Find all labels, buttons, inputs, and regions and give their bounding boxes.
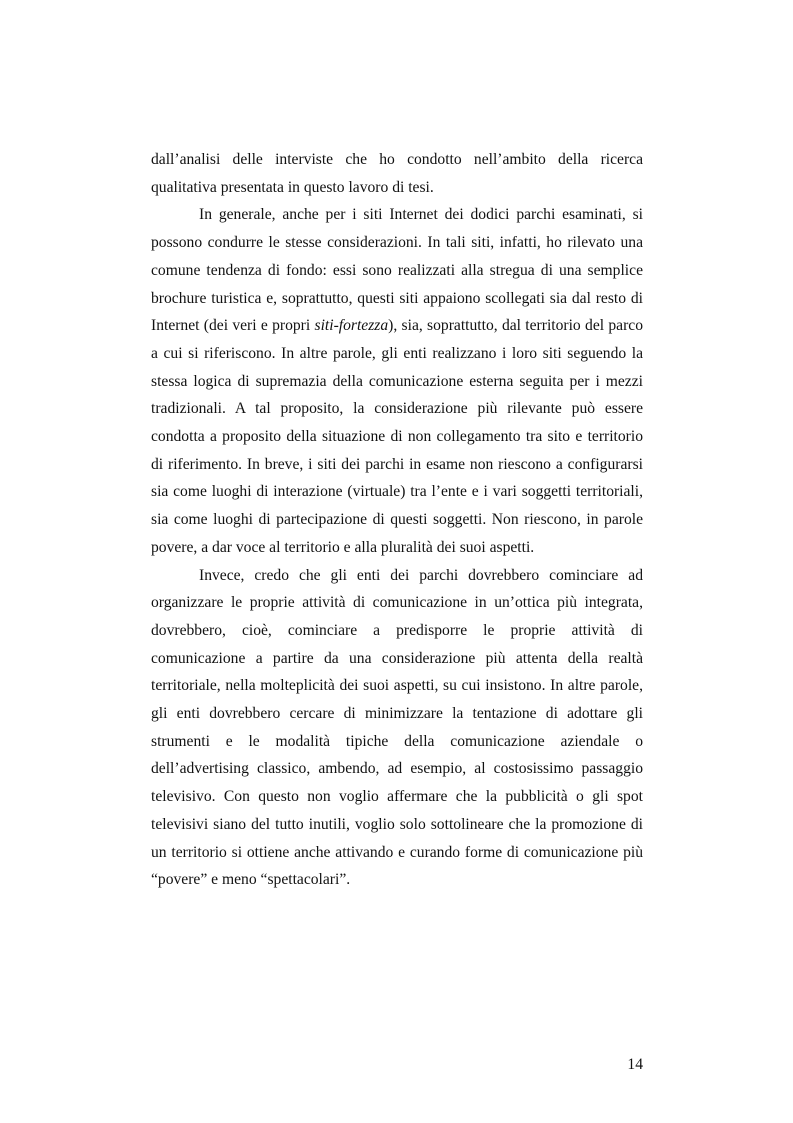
body-text — [151, 146, 643, 894]
paragraph-recommendation: Invece, credo che gli enti dei parchi dovrebbero cominciare ad organizzare le proprie attività di comunicazione in un’ottica più integrata, dovrebbero, cioè, cominciare a predisporre le proprie attività di comunicazione a partire da una considerazione più attenta della realtà territoriale, nella molteplicità dei suoi aspetti, su cui insistono. In altre parole, gli enti dovrebbero cercare di minimizzare la tentazione di adottare gli strumenti e le modalità tipiche della comunicazione aziendale o dell’advertising classico, ambendo, ad esempio, al costosissimo passaggio televisivo. Con questo non voglio affermare che la pubblicità o gli spot televisivi siano del tutto inutili, voglio solo sottolineare che la promozione di un territorio si ottiene anche attivando e curando forme di comunicazione più “povere” e meno “spettacolari”. — [151, 566, 643, 889]
paragraph-websites-text-1: In generale, anche per i siti Internet dei dodici parchi esaminati, si possono condurre le stesse considerazioni. In tali siti, infatti, ho rilevato una comune tendenza di fondo: essi sono realizzati alla stregua di una semplice brochure turistica e, soprattutto, questi siti appaiono scollegati sia dal resto di Internet (dei veri e propri — [151, 206, 643, 335]
paragraph-websites — [151, 201, 643, 561]
page-number: 14 — [627, 1056, 643, 1073]
paragraph-websites-text-2: ), sia, soprattutto, dal territorio del parco a cui si riferiscono. In altre parole, gli enti realizzano i loro siti seguendo la stessa logica di supremazia della comunicazione esterna seguita per i mezzi tradizionali. A tal proposito, la considerazione più rilevante può essere condotta a proposito della situazione di non collegamento tra sito e territorio di riferimento. In breve, i siti dei parchi in esame non riescono a configurarsi sia come luoghi di interazione (virtuale) tra l’ente e i vari soggetti territoriali, sia come luoghi di partecipazione di questi soggetti. Non riescono, in parole povere, a dar voce al territorio e alla pluralità dei suoi aspetti. — [151, 317, 643, 556]
emphasis-siti-fortezza: siti-fortezza — [314, 317, 389, 335]
paragraph-continuation: dall’analisi delle interviste che ho condotto nell’ambito della ricerca qualitativa presentata in questo lavoro di tesi. — [151, 151, 643, 196]
